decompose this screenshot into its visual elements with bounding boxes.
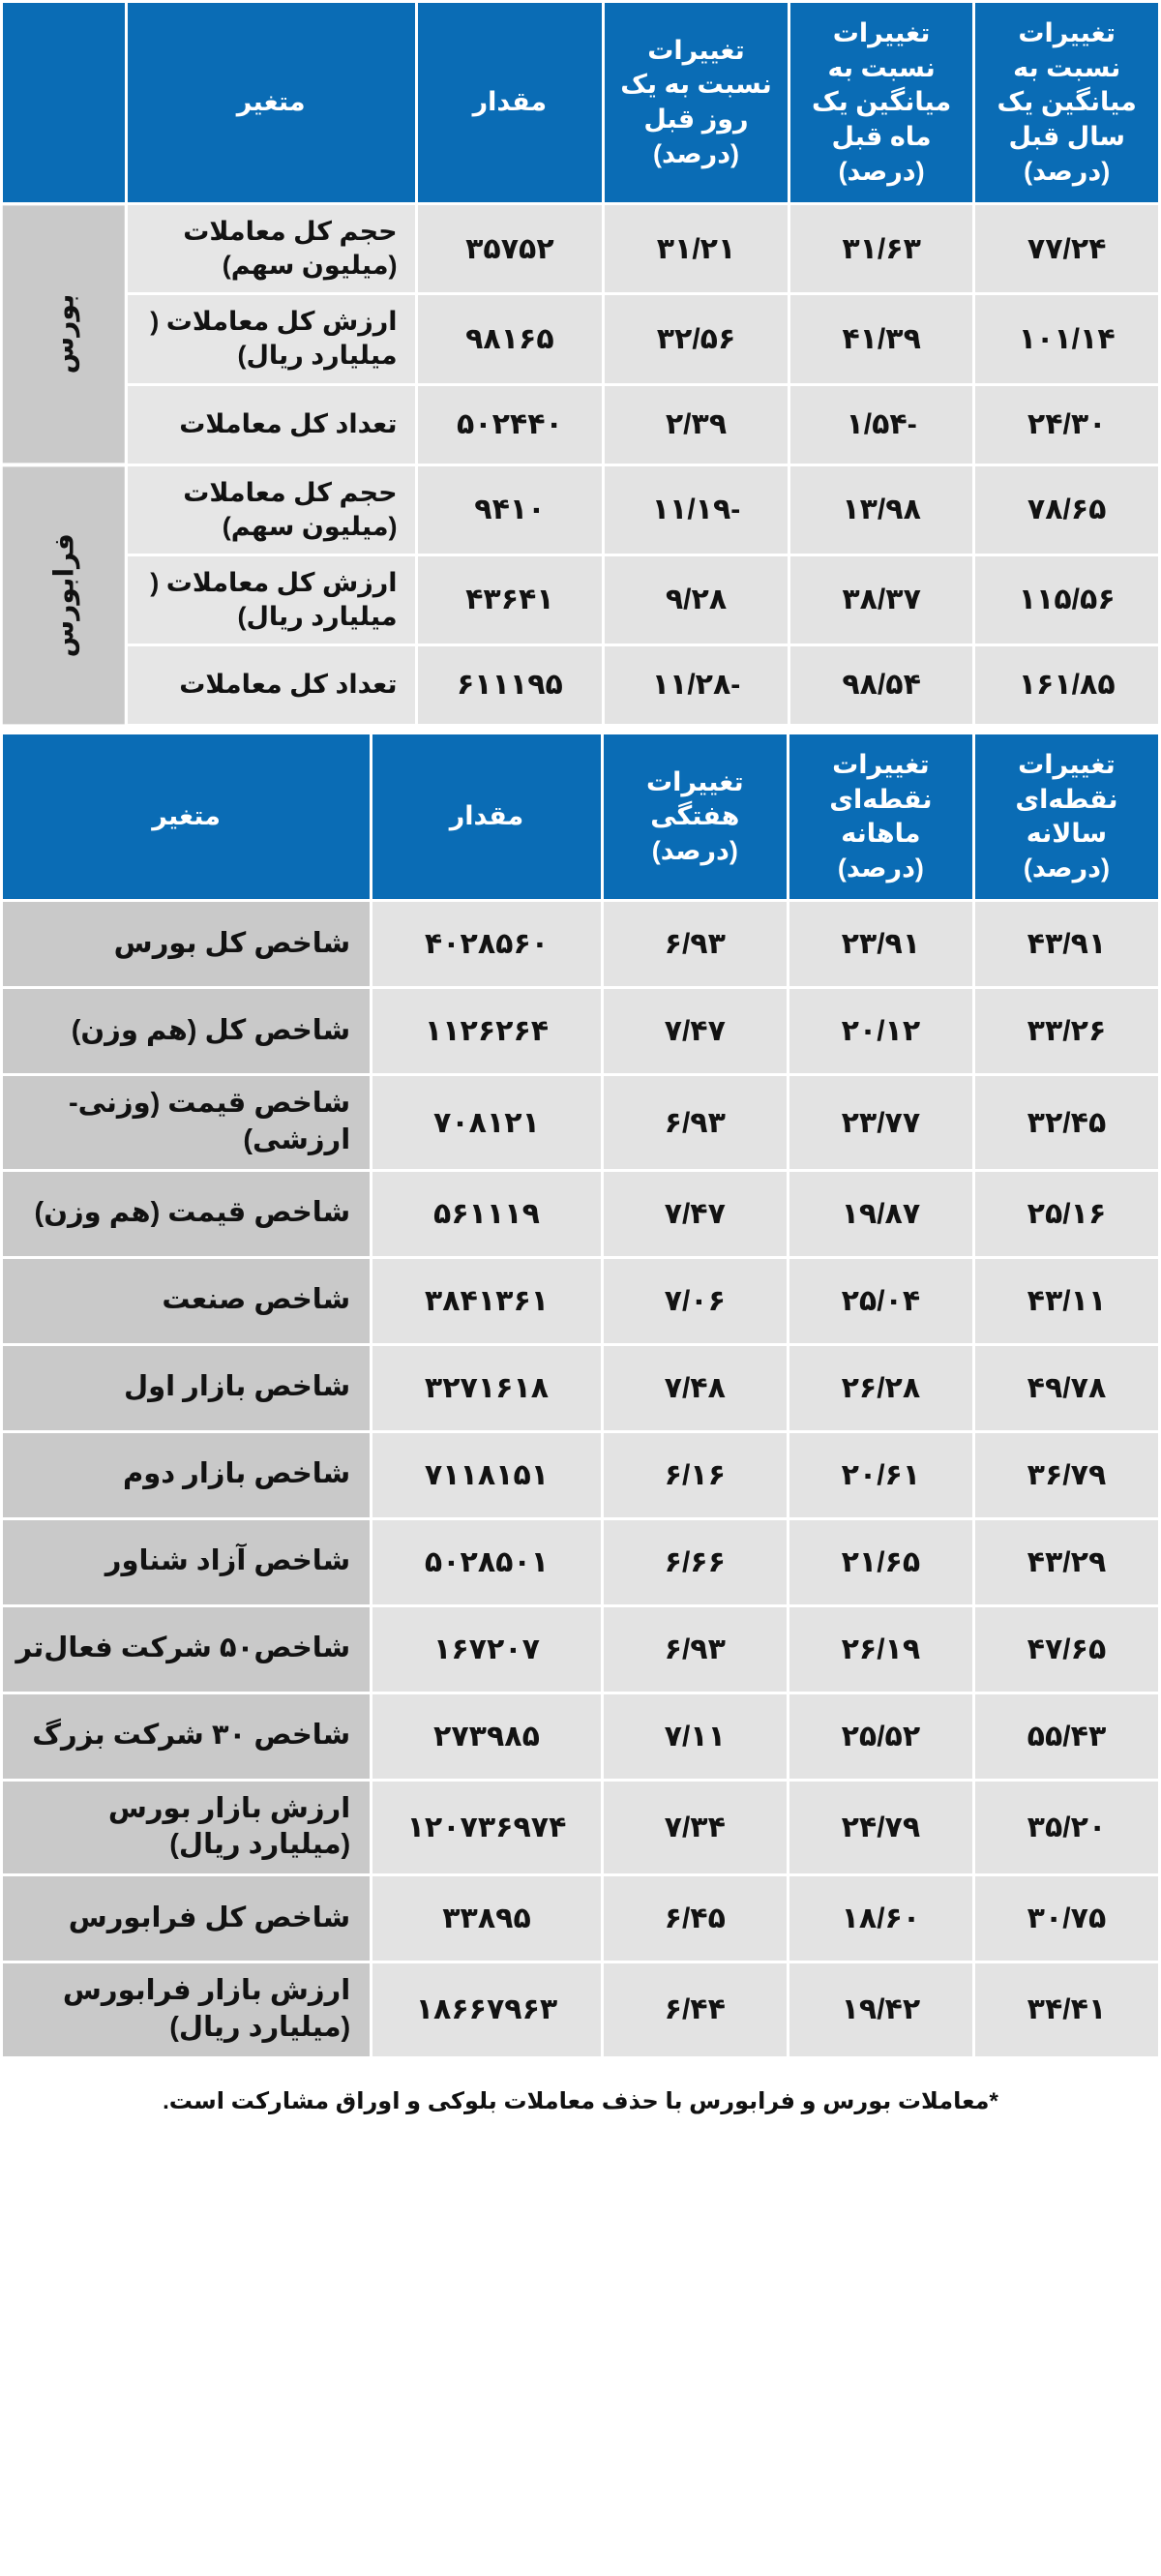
cell-day-change: -۱۱/۲۸ xyxy=(605,646,788,724)
cell-weekly-change: ۶/۹۳ xyxy=(604,1076,787,1168)
table-row xyxy=(3,386,1158,464)
table-row xyxy=(3,205,1158,292)
table-row xyxy=(3,1346,1158,1430)
cell-weekly-change: ۶/۴۴ xyxy=(604,1963,787,2055)
header-weekly-change: تغییرات هفتگی (درصد) xyxy=(604,734,787,900)
cell-variable: شاخص صنعت xyxy=(3,1259,370,1343)
cell-value: ۵۶۱۱۱۹ xyxy=(372,1172,601,1256)
table-row xyxy=(3,1607,1158,1692)
cell-day-change: ۹/۲۸ xyxy=(605,556,788,644)
table-row xyxy=(3,1259,1158,1343)
cell-monthly-change: ۱۸/۶۰ xyxy=(789,1876,972,1961)
cell-annual-change: ۴۹/۷۸ xyxy=(975,1346,1158,1430)
cell-monthly-change: ۲۵/۵۲ xyxy=(789,1694,972,1779)
header-annual-change: تغییرات نقطه‌ای سالانه (درصد) xyxy=(975,734,1158,900)
cell-variable: شاخص قیمت (هم وزن) xyxy=(3,1172,370,1256)
cell-annual-change: ۳۳/۲۶ xyxy=(975,989,1158,1073)
cell-weekly-change: ۶/۹۳ xyxy=(604,1607,787,1692)
table-row xyxy=(3,1694,1158,1779)
cell-value: ۴۰۲۸۵۶۰ xyxy=(372,902,601,986)
table-header-row xyxy=(3,3,1158,202)
cell-variable: ارزش بازار فرابورس (میلیارد ریال) xyxy=(3,1963,370,2055)
cell-value: ۳۳۸۹۵ xyxy=(372,1876,601,1961)
cell-weekly-change: ۷/۴۷ xyxy=(604,1172,787,1256)
table-row xyxy=(3,295,1158,382)
table-row xyxy=(3,1876,1158,1961)
cell-weekly-change: ۷/۴۷ xyxy=(604,989,787,1073)
cell-value: ۹۴۱۰ xyxy=(418,466,603,554)
cell-weekly-change: ۶/۱۶ xyxy=(604,1433,787,1517)
table-row xyxy=(3,556,1158,644)
cell-value: ۶۱۱۱۹۵ xyxy=(418,646,603,724)
cell-monthly-change: ۲۶/۱۹ xyxy=(789,1607,972,1692)
cell-variable: شاخص بازار دوم xyxy=(3,1433,370,1517)
cell-variable: شاخص۵۰ شرکت فعال‌تر xyxy=(3,1607,370,1692)
cell-weekly-change: ۶/۴۵ xyxy=(604,1876,787,1961)
cell-month-change: ۱۳/۹۸ xyxy=(790,466,973,554)
cell-year-change: ۱۶۱/۸۵ xyxy=(975,646,1158,724)
cell-variable: شاخص قیمت (وزنی- ارزشی) xyxy=(3,1076,370,1168)
cell-month-change: ۴۱/۳۹ xyxy=(790,295,973,382)
cell-variable: شاخص کل فرابورس xyxy=(3,1876,370,1961)
cell-monthly-change: ۲۰/۱۲ xyxy=(789,989,972,1073)
cell-weekly-change: ۷/۴۸ xyxy=(604,1346,787,1430)
cell-annual-change: ۴۷/۶۵ xyxy=(975,1607,1158,1692)
cell-variable: تعداد کل معاملات xyxy=(128,386,415,464)
cell-value: ۳۲۷۱۶۱۸ xyxy=(372,1346,601,1430)
cell-year-change: ۷۷/۲۴ xyxy=(975,205,1158,292)
cell-variable: تعداد کل معاملات xyxy=(128,646,415,724)
cell-day-change: ۳۲/۵۶ xyxy=(605,295,788,382)
cell-variable: حجم کل معاملات (میلیون سهم) xyxy=(128,205,415,292)
cell-monthly-change: ۲۱/۶۵ xyxy=(789,1520,972,1604)
table-row xyxy=(3,1433,1158,1517)
cell-month-change: ۳۱/۶۳ xyxy=(790,205,973,292)
cell-annual-change: ۲۵/۱۶ xyxy=(975,1172,1158,1256)
cell-monthly-change: ۲۵/۰۴ xyxy=(789,1259,972,1343)
cell-year-change: ۷۸/۶۵ xyxy=(975,466,1158,554)
cell-annual-change: ۴۳/۲۹ xyxy=(975,1520,1158,1604)
cell-annual-change: ۴۳/۱۱ xyxy=(975,1259,1158,1343)
cell-month-change: ۹۸/۵۴ xyxy=(790,646,973,724)
cell-annual-change: ۳۰/۷۵ xyxy=(975,1876,1158,1961)
cell-value: ۵۰۲۴۴۰ xyxy=(418,386,603,464)
cell-day-change: -۱۱/۱۹ xyxy=(605,466,788,554)
cell-weekly-change: ۷/۰۶ xyxy=(604,1259,787,1343)
cell-value: ۲۷۳۹۸۵ xyxy=(372,1694,601,1779)
cell-day-change: ۲/۳۹ xyxy=(605,386,788,464)
cell-value: ۱۶۷۲۰۷ xyxy=(372,1607,601,1692)
table-row xyxy=(3,989,1158,1073)
group-label-farabourse: فرابورس xyxy=(3,466,125,724)
header-variable: متغیر xyxy=(128,3,415,202)
cell-monthly-change: ۲۴/۷۹ xyxy=(789,1782,972,1873)
table-row xyxy=(3,902,1158,986)
cell-value: ۱۲۰۷۳۶۹۷۴ xyxy=(372,1782,601,1873)
header-group xyxy=(3,3,125,202)
cell-annual-change: ۴۳/۹۱ xyxy=(975,902,1158,986)
cell-monthly-change: ۲۳/۷۷ xyxy=(789,1076,972,1168)
cell-monthly-change: ۱۹/۸۷ xyxy=(789,1172,972,1256)
table-row xyxy=(3,1172,1158,1256)
cell-variable: شاخص کل (هم وزن) xyxy=(3,989,370,1073)
cell-variable: ارزش بازار بورس (میلیارد ریال) xyxy=(3,1782,370,1873)
table-row xyxy=(3,646,1158,724)
cell-value: ۳۸۴۱۳۶۱ xyxy=(372,1259,601,1343)
cell-monthly-change: ۲۰/۶۱ xyxy=(789,1433,972,1517)
cell-variable: شاخص کل بورس xyxy=(3,902,370,986)
cell-variable: ارزش کل معاملات ( میلیارد ریال) xyxy=(128,556,415,644)
cell-annual-change: ۳۵/۲۰ xyxy=(975,1782,1158,1873)
cell-year-change: ۱۰۱/۱۴ xyxy=(975,295,1158,382)
group-label-bourse: بورس xyxy=(3,205,125,463)
cell-value: ۷۰۸۱۲۱ xyxy=(372,1076,601,1168)
cell-annual-change: ۳۲/۴۵ xyxy=(975,1076,1158,1168)
cell-variable: ارزش کل معاملات ( میلیارد ریال) xyxy=(128,295,415,382)
cell-weekly-change: ۶/۹۳ xyxy=(604,902,787,986)
cell-value: ۴۳۶۴۱ xyxy=(418,556,603,644)
cell-weekly-change: ۶/۶۶ xyxy=(604,1520,787,1604)
cell-value: ۵۰۲۸۵۰۱ xyxy=(372,1520,601,1604)
cell-monthly-change: ۱۹/۴۲ xyxy=(789,1963,972,2055)
cell-year-change: ۲۴/۳۰ xyxy=(975,386,1158,464)
cell-value: ۷۱۱۸۱۵۱ xyxy=(372,1433,601,1517)
header-day-change: تغییرات نسبت به یک روز قبل (درصد) xyxy=(605,3,788,202)
cell-monthly-change: ۲۳/۹۱ xyxy=(789,902,972,986)
cell-variable: شاخص بازار اول xyxy=(3,1346,370,1430)
header-value: مقدار xyxy=(418,3,603,202)
cell-annual-change: ۵۵/۴۳ xyxy=(975,1694,1158,1779)
cell-year-change: ۱۱۵/۵۶ xyxy=(975,556,1158,644)
cell-weekly-change: ۷/۳۴ xyxy=(604,1782,787,1873)
table-header-row xyxy=(3,734,1158,900)
index-summary-table xyxy=(0,732,1161,2059)
cell-variable: شاخص آزاد شناور xyxy=(3,1520,370,1604)
cell-day-change: ۳۱/۲۱ xyxy=(605,205,788,292)
table-row xyxy=(3,1076,1158,1168)
trading-summary-table xyxy=(0,0,1161,727)
cell-value: ۳۵۷۵۲ xyxy=(418,205,603,292)
cell-annual-change: ۳۴/۴۱ xyxy=(975,1963,1158,2055)
cell-weekly-change: ۷/۱۱ xyxy=(604,1694,787,1779)
header-month-change: تغییرات نسبت به میانگین یک ماه قبل (درصد) xyxy=(790,3,973,202)
table-row xyxy=(3,1782,1158,1873)
cell-value: ۹۸۱۶۵ xyxy=(418,295,603,382)
header-variable: متغیر xyxy=(3,734,370,900)
cell-variable: حجم کل معاملات (میلیون سهم) xyxy=(128,466,415,554)
cell-variable: شاخص ۳۰ شرکت بزرگ xyxy=(3,1694,370,1779)
header-year-change: تغییرات نسبت به میانگین یک سال قبل (درصد) xyxy=(975,3,1158,202)
cell-annual-change: ۳۶/۷۹ xyxy=(975,1433,1158,1517)
cell-monthly-change: ۲۶/۲۸ xyxy=(789,1346,972,1430)
cell-month-change: ۳۸/۳۷ xyxy=(790,556,973,644)
cell-value: ۱۱۲۶۲۶۴ xyxy=(372,989,601,1073)
cell-value: ۱۸۶۶۷۹۶۳ xyxy=(372,1963,601,2055)
header-value: مقدار xyxy=(372,734,601,900)
cell-month-change: -۱/۵۴ xyxy=(790,386,973,464)
table-row xyxy=(3,1963,1158,2055)
header-monthly-change: تغییرات نقطه‌ای ماهانه (درصد) xyxy=(789,734,972,900)
table-row xyxy=(3,466,1158,554)
footnote: *معاملات بورس و فرابورس با حذف معاملات بلوکی و اوراق مشارکت است. xyxy=(163,2087,998,2114)
table-row xyxy=(3,1520,1158,1604)
